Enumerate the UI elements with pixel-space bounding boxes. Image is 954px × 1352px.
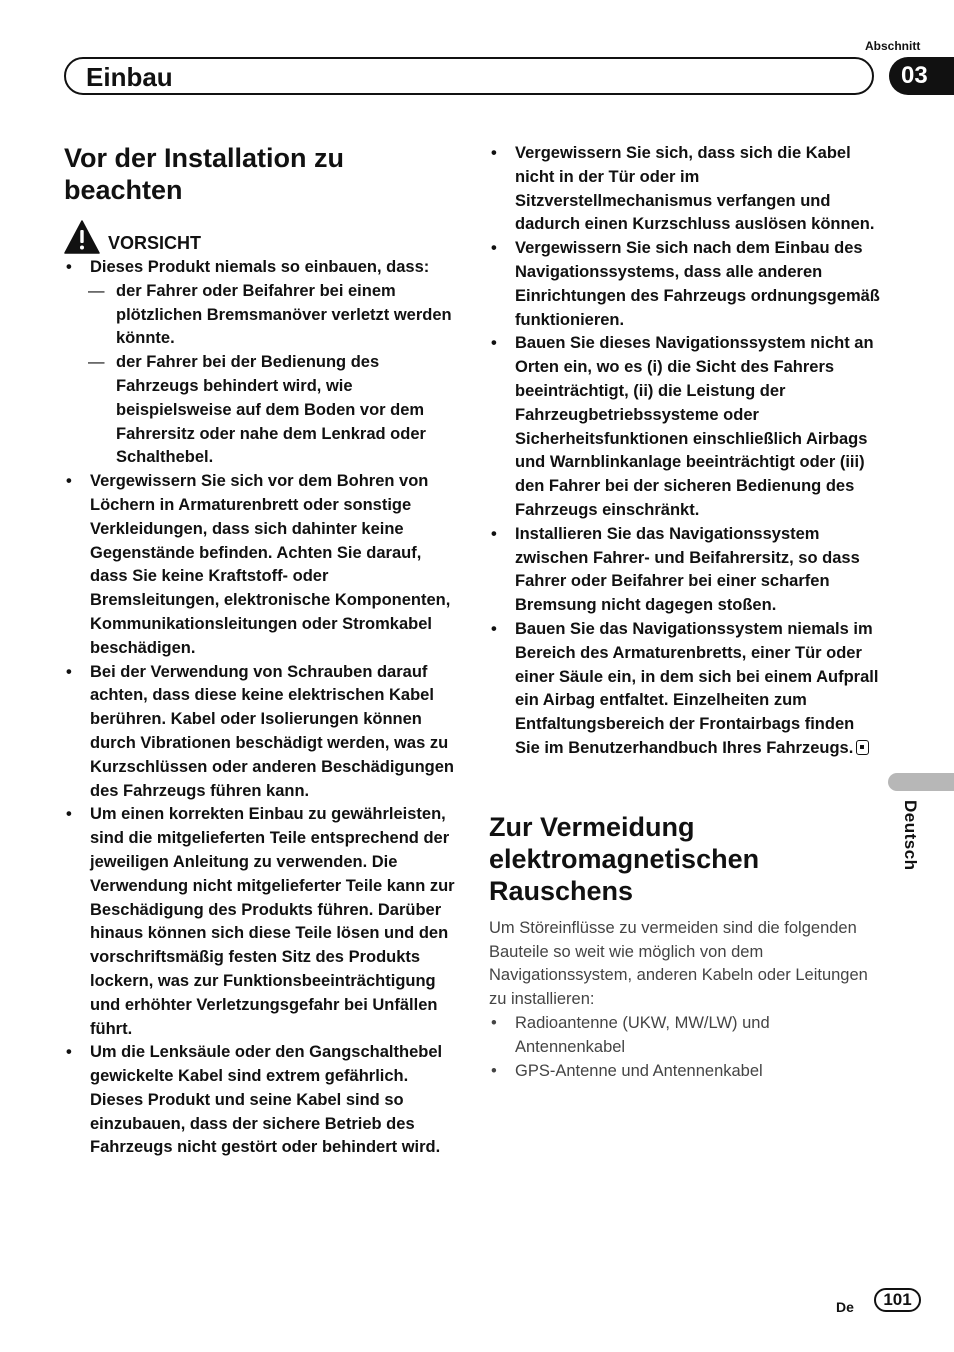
left-column bbox=[64, 142, 456, 1160]
section-heading-noise: Zur Vermeidung elektromagnetischen Rauschens bbox=[489, 811, 760, 906]
footer-language: De bbox=[836, 1299, 854, 1315]
chapter-header-bar bbox=[64, 57, 874, 95]
sub-list bbox=[90, 280, 456, 470]
language-tab-marker bbox=[888, 773, 954, 791]
warning-icon bbox=[64, 220, 100, 254]
list-item: • Bei der Verwendung von Schrauben darauf achten, dass diese keine elektrischen Kabel berühren. Kabel oder Isolierungen können durch Vibrationen beschädigt werden, was zu Kurzschlüssen oder anderen Beschädigungen des Fahrzeugs führen kann. bbox=[64, 661, 456, 804]
list-item-text: Bauen Sie das Navigationssystem niemals im Bereich des Armaturenbretts, einer Tür oder einer Säule ein, in dem sich bei einem Aufprall ein Airbag entfaltet. Einzelheiten zum Entfaltungsbereich der Frontairbags finden Sie im Benutzerhandbuch Ihres Fahrzeugs. bbox=[515, 619, 879, 757]
noise-paragraph: Um Störeinflüsse zu vermeiden sind die folgenden Bauteile so weit wie möglich von dem Navigationssystem, anderen Kabeln oder Leitungen zu installieren: bbox=[489, 918, 868, 1009]
section-caption: Abschnitt bbox=[865, 39, 921, 53]
list-item: • Bauen Sie dieses Navigationssystem nicht an Orten ein, wo es (i) die Sicht des Fahrers beeinträchtigt, (ii) die Leistung der Fahrzeugbetriebssysteme oder Sicherheitsfunktionen einschließlich Airbags und Warnblinkanlage beeinträchtigt oder (iii) den Fahrer bei der sicheren Bedienung des Fahrzeugs einschränkt. bbox=[489, 332, 881, 522]
page-number: 101 bbox=[874, 1288, 921, 1312]
noise-section bbox=[489, 811, 881, 1084]
right-column bbox=[489, 142, 881, 1083]
list-item: • GPS-Antenne und Antennenkabel bbox=[489, 1060, 881, 1084]
list-item: • Vergewissern Sie sich vor dem Bohren von Löchern in Armaturenbrett oder sonstige Verkleidungen, dass sich dahinter keine Gegenstände befinden. Achten Sie darauf, dass Sie keine Kraftstoff- oder Bremsleitungen, elektronische Komponenten, Kommunikationsleitungen oder Stromkabel beschädigen. bbox=[64, 470, 456, 660]
language-side-label: Deutsch bbox=[901, 800, 920, 871]
caution-header bbox=[64, 220, 456, 254]
caution-list-continued bbox=[489, 142, 881, 761]
sub-list-item: — der Fahrer oder Beifahrer bei einem plötzlichen Bremsmanöver verletzt werden könnte. bbox=[90, 280, 456, 351]
noise-body bbox=[489, 917, 881, 1084]
list-item: • Installieren Sie das Navigationssystem zwischen Fahrer- und Beifahrersitz, so dass Fahrer oder Beifahrer bei einer scharfen Bremsung nicht dagegen stoßen. bbox=[489, 523, 881, 618]
section-number-badge: 03 bbox=[889, 57, 954, 95]
list-item: • Um einen korrekten Einbau zu gewährleisten, sind die mitgelieferten Teile entsprechend der jeweiligen Anleitung zu verwenden. Die Verwendung nicht mitgelieferter Teile kann zur Beschädigung des Produkts führen. Darüber hinaus können sich diese Teile lösen und den vorschriftsmäßig festen Sitz des Produkts lockern, was zur Funktionsbeeinträchtigung und erhöhter Verletzungsgefahr bei Unfällen führt. bbox=[64, 803, 456, 1041]
list-item: • Vergewissern Sie sich nach dem Einbau des Navigationssystems, dass alle anderen Einrichtungen des Fahrzeugs ordnungsgemäß funktionieren. bbox=[489, 237, 881, 332]
list-item bbox=[489, 618, 881, 761]
component-list bbox=[489, 1012, 881, 1083]
list-item: • Um die Lenksäule oder den Gangschalthebel gewickelte Kabel sind extrem gefährlich. Dieses Produkt und seine Kabel sind so einzubauen, dass der sichere Betrieb des Fahrzeugs nicht gestört oder behindert wird. bbox=[64, 1041, 456, 1160]
list-item-text: Dieses Produkt niemals so einbauen, dass: bbox=[90, 258, 430, 276]
caution-list bbox=[64, 256, 456, 1160]
section-heading-installation: Vor der Installation zu beachten bbox=[64, 143, 345, 205]
list-item: • Vergewissern Sie sich, dass sich die Kabel nicht in der Tür oder im Sitzverstellmechanismus verfangen und dadurch einen Kurzschluss auslösen können. bbox=[489, 142, 881, 237]
list-item bbox=[64, 256, 456, 470]
end-of-section-icon bbox=[856, 740, 869, 755]
chapter-title: Einbau bbox=[86, 62, 173, 92]
caution-label: VORSICHT bbox=[108, 233, 202, 253]
sub-list-item: — der Fahrer bei der Bedienung des Fahrzeugs behindert wird, wie beispielsweise auf dem Boden vor dem Fahrersitz oder nahe dem Lenkrad oder Schalthebel. bbox=[90, 351, 456, 470]
list-item: • Radioantenne (UKW, MW/LW) und Antennenkabel bbox=[489, 1012, 881, 1060]
